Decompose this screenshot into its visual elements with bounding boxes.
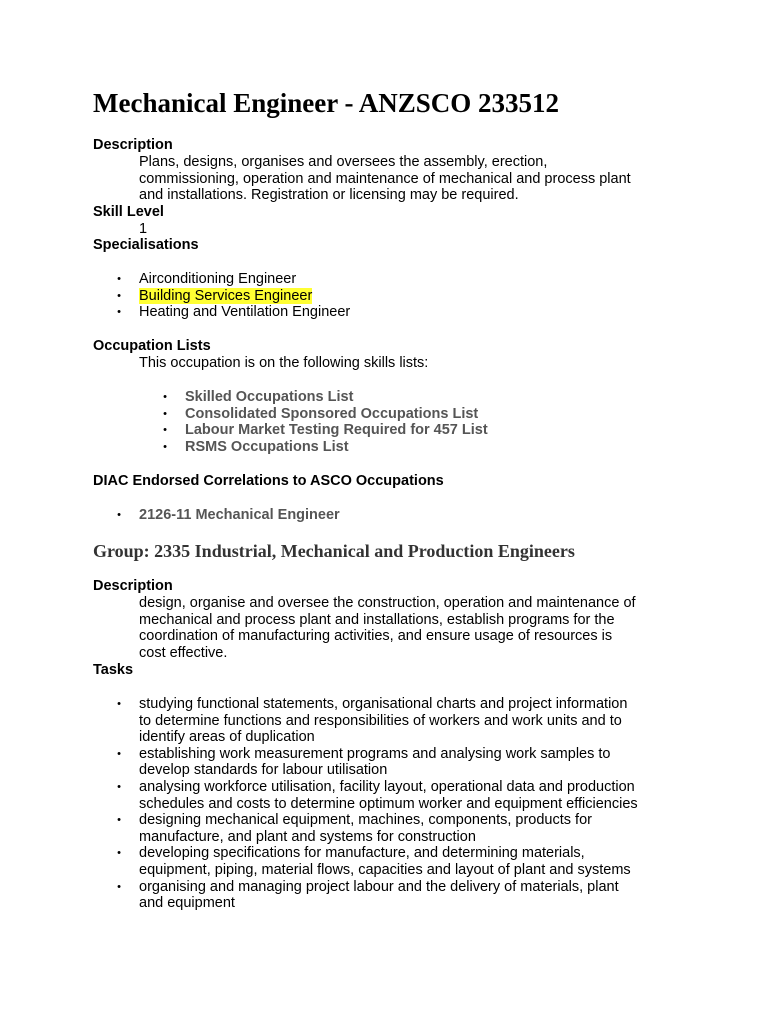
description-line: and installations. Registration or licensing may be required. xyxy=(139,187,519,204)
skills-list-link[interactable]: Consolidated Sponsored Occupations List xyxy=(185,405,479,422)
description-line: design, organise and oversee the construction, operation and maintenance of xyxy=(139,595,636,611)
list-item xyxy=(114,288,350,305)
list-item xyxy=(160,389,488,406)
bullet-icon: • xyxy=(163,440,167,453)
description-line: commissioning, operation and maintenance of mechanical and process plant xyxy=(139,170,631,187)
task-line: identify areas of duplication xyxy=(139,729,315,746)
description-label: Description xyxy=(93,137,173,153)
task-text xyxy=(139,779,638,812)
task-line: designing mechanical equipment, machines, components, products for xyxy=(139,812,592,829)
specialisation-text: Airconditioning Engineer xyxy=(139,271,297,287)
skills-list-link[interactable]: RSMS Occupations List xyxy=(185,438,349,455)
task-text xyxy=(139,879,638,912)
list-item xyxy=(160,422,488,439)
task-line: developing specifications for manufacture, and determining materials, xyxy=(139,845,585,862)
occupation-lists-intro: This occupation is on the following skills lists: xyxy=(139,355,429,371)
page-title: Mechanical Engineer - ANZSCO 233512 xyxy=(93,88,560,118)
list-item xyxy=(114,845,638,878)
group-description-text xyxy=(139,595,679,661)
bullet-icon: • xyxy=(117,698,121,710)
bullet-icon: • xyxy=(117,509,121,521)
bullet-icon: • xyxy=(117,289,121,302)
specialisations-list xyxy=(114,271,350,321)
task-line: establishing work measurement programs and analysing work samples to xyxy=(139,745,611,762)
specialisation-text: Heating and Ventilation Engineer xyxy=(139,304,351,321)
list-item xyxy=(160,439,488,456)
bullet-icon: • xyxy=(117,747,121,760)
description-line: Plans, designs, organises and oversees the assembly, erection, xyxy=(139,154,548,170)
bullet-icon: • xyxy=(117,814,121,827)
bullet-icon: • xyxy=(117,880,121,893)
diac-list xyxy=(114,507,340,524)
tasks-list xyxy=(114,696,638,912)
description-text xyxy=(139,154,679,204)
task-line: schedules and costs to determine optimum worker and equipment efficiencies xyxy=(139,795,638,812)
skills-list-link[interactable]: Skilled Occupations List xyxy=(185,389,354,405)
list-item xyxy=(114,507,340,524)
highlighted-specialisation-text: Building Services Engineer xyxy=(139,287,313,304)
task-text xyxy=(139,812,638,845)
task-line: organising and managing project labour and the delivery of materials, plant xyxy=(139,878,619,895)
skills-list-link[interactable]: Labour Market Testing Required for 457 List xyxy=(185,422,488,439)
tasks-label: Tasks xyxy=(93,662,134,678)
task-text xyxy=(139,696,638,746)
specialisations-label: Specialisations xyxy=(93,237,199,253)
bullet-icon: • xyxy=(163,391,167,403)
task-line: equipment, piping, material flows, capacities and layout of plant and systems xyxy=(139,861,631,878)
occupation-lists-label: Occupation Lists xyxy=(93,338,211,354)
bullet-icon: • xyxy=(163,424,167,437)
list-item xyxy=(114,779,638,812)
list-item xyxy=(114,746,638,779)
task-line: manufacture, and plant and systems for construction xyxy=(139,828,476,845)
list-item xyxy=(114,696,638,746)
description-line: cost effective. xyxy=(139,644,228,661)
list-item xyxy=(114,879,638,912)
skill-level-value: 1 xyxy=(139,221,148,237)
skill-level-label: Skill Level xyxy=(93,204,164,220)
diac-label: DIAC Endorsed Correlations to ASCO Occupations xyxy=(93,473,444,489)
task-line: to determine functions and responsibilities of workers and work units and to xyxy=(139,712,622,729)
asco-occupation-link[interactable]: 2126-11 Mechanical Engineer xyxy=(139,507,340,523)
description-line: mechanical and process plant and installations, establish programs for the xyxy=(139,611,615,628)
list-item xyxy=(160,406,488,423)
group-title: Group: 2335 Industrial, Mechanical and Production Engineers xyxy=(93,541,575,561)
bullet-icon: • xyxy=(163,407,167,420)
description-line: coordination of manufacturing activities, and ensure usage of resources is xyxy=(139,628,613,645)
list-item xyxy=(114,812,638,845)
list-item xyxy=(114,271,350,288)
list-item xyxy=(114,304,350,321)
group-description-label: Description xyxy=(93,578,173,594)
bullet-icon: • xyxy=(117,273,121,285)
bullet-icon: • xyxy=(117,847,121,860)
occupation-lists-list xyxy=(160,389,488,455)
task-line: analysing workforce utilisation, facility layout, operational data and production xyxy=(139,778,635,795)
task-line: studying functional statements, organisational charts and project information xyxy=(139,696,628,712)
task-line: develop standards for labour utilisation xyxy=(139,762,388,779)
bullet-icon: • xyxy=(117,780,121,793)
bullet-icon: • xyxy=(117,306,121,319)
task-line: and equipment xyxy=(139,895,235,912)
task-text xyxy=(139,845,638,878)
task-text xyxy=(139,746,638,779)
